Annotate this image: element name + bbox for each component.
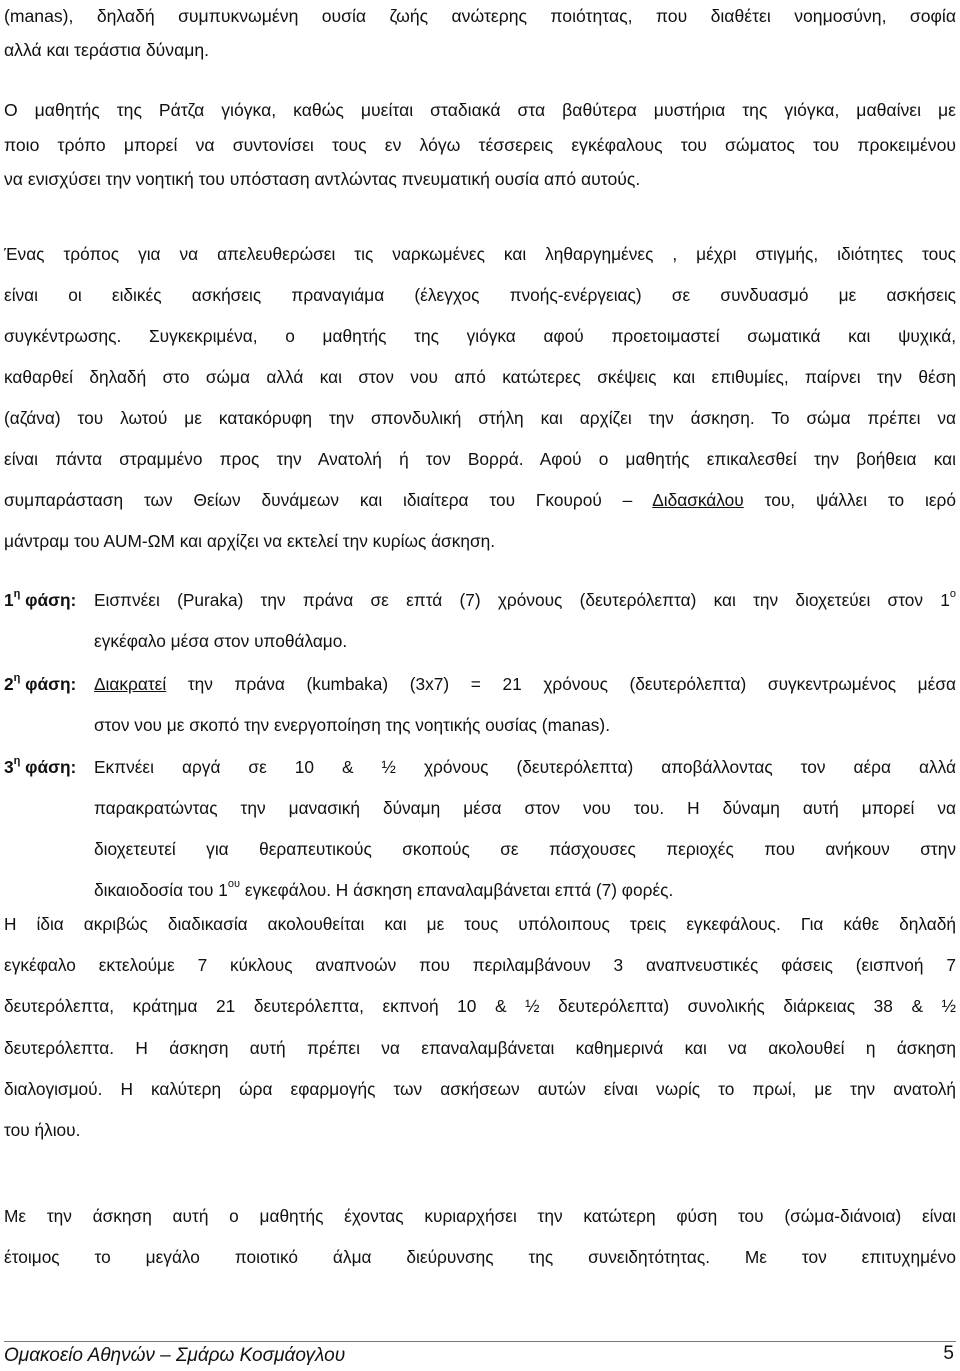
paragraph-conclusion [4,1196,956,1278]
text-fragment: του, ψάλλει το ιερό [743,490,957,510]
phase-word: φάση: [20,674,77,694]
phase-label [4,664,96,705]
phase-number-suffix: η [13,588,21,601]
text-line: εγκέφαλο εκτελούμε 7 κύκλους αναπνοών που περιλαμβάνουν 3 αναπνευστικές φάσεις (εισπνοή 7 [4,955,956,976]
paragraph-other-brains [4,904,956,1151]
text-line: (manas), δηλαδή συμπυκνωμένη ουσία ζωής ανώτερης ποιότητας, που διαθέτει νοημοσύνη, σοφία [4,6,956,26]
phase-number: 1 [4,590,14,610]
paragraph-raja-yoga [4,93,956,197]
phase-word: φάση: [20,590,77,610]
phase-label [4,747,96,788]
text-line: Με την άσκηση αυτή ο μαθητής έχοντας κυριαρχήσει την κατώτερη φύση του (σώμα-διάνοια) είναι [4,1206,956,1226]
text-line: είναι οι ειδικές ασκήσεις πραναγιάμα (έλεγχος πνοής-ενέργειας) σε συνδυασμό με ασκήσεις [4,285,956,305]
phase-label [4,580,96,621]
paragraph-pranayama [4,234,956,562]
paragraph-intro-continuation [4,0,956,67]
text-line [4,480,956,521]
underlined-word: Διακρατεί [94,674,167,694]
text-fragment: συμπαράσταση των Θείων δυνάμεων και ιδιαίτερα του Γκουρού – [4,490,653,510]
phase-2 [4,664,956,746]
phase-number: 2 [4,674,14,694]
footer-divider [4,1341,956,1342]
phase-description [94,747,956,911]
text-line: εγκέφαλο μέσα στον υποθάλαμο. [94,631,348,651]
text-line: Εκπνέει αργά σε 10 & ½ χρόνους (δευτερόλεπτα) αποβάλλοντας τον αέρα αλλά [94,757,956,777]
text-line: Ένας τρόπος για να απελευθερώσει τις ναρκωμένες και ληθαργημένες , μέχρι στιγμής, ιδιότητες τους [4,244,956,264]
text-fragment: Εισπνέει (Puraka) την πράνα σε επτά (7) χρόνους (δευτερόλεπτα) και την διοχετεύει στον 1 [94,590,950,610]
ordinal-suffix: ο [949,588,956,601]
text-line: (αζάνα) του λωτού με κατακόρυφη την σπονδυλική στήλη και αρχίζει την άσκηση. Το σώμα πρέπει να [4,408,956,428]
phase-1 [4,580,956,662]
phase-description [94,664,956,746]
text-line [94,580,956,621]
text-line [94,664,956,705]
text-line: συγκέντρωσης. Συγκεκριμένα, ο μαθητής της γιόγκα αφού προετοιμαστεί σωματικά και ψυχικά, [4,326,956,346]
phase-description [94,580,956,662]
text-line: έτοιμος το μεγάλο ποιοτικό άλμα διεύρυνσης της συνειδητότητας. Με τον επιτυχημένο [4,1247,956,1267]
phase-number-suffix: η [13,672,21,685]
text-line: παρακρατώντας την μανασική δύναμη μέσα στον νου του. Η δύναμη αυτή μπορεί να [94,798,956,818]
text-line: αλλά και τεράστια δύναμη. [4,40,210,60]
text-fragment: εγκεφάλου. Η άσκηση επαναλαμβάνεται επτά (7) φορές. [240,880,674,900]
text-line: Ο μαθητής της Ράτζα γιόγκα, καθώς μυείται σταδιακά στα βαθύτερα μυστήρια της γιόγκα, μαθαίνει με [4,100,956,120]
underlined-word: Διδασκάλου [652,490,744,510]
text-line: ποιο τρόπο μπορεί να συντονίσει τους εν λόγω τέσσερεις εγκέφαλους του σώματος του προκειμένου [4,134,956,155]
text-fragment: την πράνα (kumbaka) (3x7) = 21 χρόνους (δευτερόλεπτα) συγκεντρωμένος μέσα [166,674,956,694]
footer-text: Ομακοείο Αθηνών – Σμάρω Κοσμάογλου [4,1345,346,1366]
text-line: είναι πάντα στραμμένο προς την Ανατολή ή τον Βορρά. Αφού ο μαθητής επικαλεσθεί την βοήθεια και [4,449,956,469]
phase-number: 3 [4,757,14,777]
text-line: δευτερόλεπτα. Η άσκηση αυτή πρέπει να επαναλαμβάνεται καθημερινά και να ακολουθεί η άσκηση [4,1037,956,1058]
text-fragment: δικαιοδοσία του 1 [94,880,228,900]
phase-word: φάση: [20,757,77,777]
phase-number-suffix: η [13,755,21,768]
text-line: στον νου με σκοπό την ενεργοποίηση της νοητικής ουσίας (manas). [94,715,610,735]
phase-3 [4,747,956,911]
text-line: Η ίδια ακριβώς διαδικασία ακολουθείται και με τους υπόλοιπους τρεις εγκεφάλους. Για κάθε δηλαδή [4,914,956,934]
text-line: διοχετευτεί για θεραπευτικούς σκοπούς σε πάσχουσες περιοχές που ανήκουν στην [94,839,956,859]
ordinal-suffix: ου [227,878,241,891]
page-number: 5 [943,1343,954,1364]
text-line: να ενισχύσει την νοητική του υπόσταση αντλώντας πνευματική ουσία από αυτούς. [4,169,641,189]
text-line: διαλογισμού. Η καλύτερη ώρα εφαρμογής των ασκήσεων αυτών είναι νωρίς το πρωί, με την ανατολή [4,1078,956,1099]
text-line: δευτερόλεπτα, κράτημα 21 δευτερόλεπτα, εκπνοή 10 & ½ δευτερόλεπτα) συνολικής διάρκειας 38 & ½ [4,996,956,1017]
text-line: μάντραμ του ΑUM-ΩΜ και αρχίζει να εκτελεί την κυρίως άσκηση. [4,531,496,551]
text-line: του ήλιου. [4,1120,81,1141]
text-line: καθαρθεί δηλαδή στο σώμα αλλά και στον νου από κατώτερες σκέψεις και επιθυμίες, παίρνει την θέση [4,367,956,387]
